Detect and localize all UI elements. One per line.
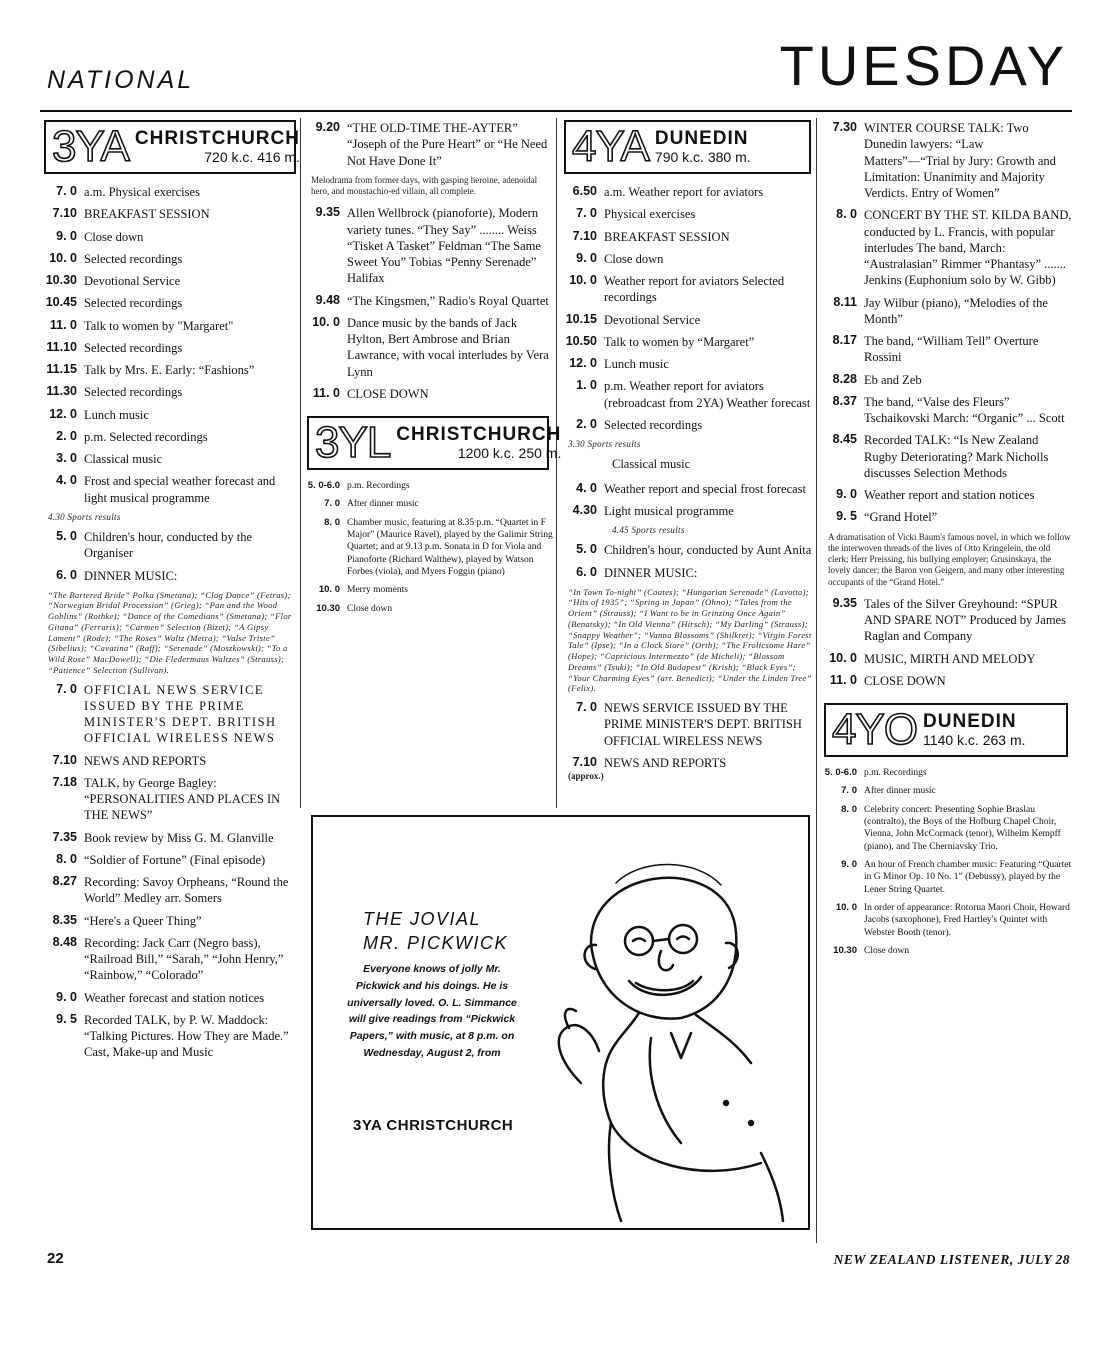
programme-time: 10.30 — [316, 602, 340, 614]
programme-time: 4. 0 — [576, 480, 597, 495]
station-call-sign: 4YA — [572, 122, 649, 171]
column-divider — [556, 118, 557, 808]
programme-row — [40, 273, 300, 289]
programme-title: Weather report and station notices — [864, 488, 1035, 502]
programme-title: Close down — [864, 946, 910, 957]
programme-row — [40, 206, 300, 222]
programme-time: 10. 0 — [829, 650, 857, 665]
programme-row — [560, 542, 815, 558]
programme-title: Recording: Jack Carr (Negro bass), “Railroad Bill,” “Sarah,” “John Henry,” “Rainbow,” “Colorado” — [84, 935, 284, 983]
programme-title: CLOSE DOWN — [347, 386, 429, 401]
programme-title: Devotional Service — [84, 274, 181, 288]
column-divider — [300, 118, 301, 808]
programme-title: MUSIC, MIRTH AND MELODY — [864, 651, 1036, 666]
station-frequency: 720 k.c. 416 m. — [204, 148, 300, 165]
programme-time: 5. 0 — [56, 529, 77, 543]
programme-time: 11.15 — [46, 362, 77, 376]
programme-row — [40, 775, 300, 824]
programme-time: 5. 0-6.0 — [307, 480, 340, 491]
programme-title: The band, “Valse des Fleurs” Tschaikovski March: “Organic” ... Scott — [864, 394, 1065, 425]
programme-row — [560, 312, 815, 328]
page-header-right: TUESDAY — [779, 34, 1068, 97]
programme-time: 9. 0 — [56, 228, 77, 243]
station-call-sign: 3YA — [52, 122, 129, 171]
programme-row — [40, 990, 300, 1006]
programme-time: 9.35 — [315, 205, 340, 220]
programme-list — [560, 481, 815, 520]
programme-title: Selected recordings — [604, 417, 703, 432]
advert-station: 3YA CHRISTCHURCH — [353, 1117, 514, 1134]
programme-list — [560, 184, 815, 433]
station-city: CHRISTCHURCH — [134, 127, 300, 149]
column-divider — [816, 118, 817, 1243]
news-service-row — [40, 682, 300, 747]
station-call-sign: 3YL — [315, 418, 391, 467]
programme-time: 8.48 — [52, 934, 77, 949]
programme-time: 8. 0 — [836, 207, 857, 222]
melodrama-note: Melodrama from former days, with gasping heroine, adenoidal hero, and moustachio-ed villain, all complete. — [311, 174, 538, 196]
programme-list — [820, 767, 1072, 957]
programme-time: 1. 0 — [576, 378, 597, 393]
programme-time: 9.35 — [832, 595, 857, 610]
programme-time: 6. 0 — [56, 567, 77, 582]
programme-title: DINNER MUSIC: — [604, 565, 698, 580]
programme-title: CONCERT BY THE ST. KILDA BAND, conducted by L. Francis, with popular interludes The band, March: “Australasian” Rimmer “Phantasy” ....... Jenkins (Euphonium solo by W. Gibb) — [864, 208, 1072, 288]
programme-time: 11.10 — [46, 339, 77, 354]
sports-note: 4.30 Sports results — [48, 511, 121, 522]
programme-title: Eb and Zeb — [864, 372, 922, 387]
programme-time: 5. 0-6.0 — [824, 767, 857, 778]
programme-time: 7.10 — [572, 754, 597, 769]
programme-time: 8. 0 — [841, 803, 857, 815]
programme-time: 7.10 — [52, 206, 77, 221]
programme-row — [560, 503, 815, 519]
programme-title: Talk to women by "Margaret" — [84, 318, 234, 333]
programme-row — [820, 207, 1072, 288]
column-4ya-continued — [820, 120, 1072, 963]
programme-time: 9.20 — [315, 120, 340, 134]
station-box-3ya — [44, 120, 300, 174]
station-call-sign: 4YO — [832, 705, 918, 754]
programme-time: 3. 0 — [56, 451, 77, 465]
sports-note: 3.30 Sports results — [568, 439, 641, 449]
programme-title: Devotional Service — [604, 312, 701, 327]
programme-row — [40, 830, 300, 846]
programme-row — [820, 432, 1072, 481]
programme-title: Jay Wilbur (piano), “Melodies of the Month” — [864, 295, 1048, 326]
programme-time: 8.37 — [832, 393, 857, 408]
programme-row — [560, 273, 815, 306]
programme-time: 10.50 — [565, 333, 597, 348]
station-frequency: 1200 k.c. 250 m. — [457, 444, 562, 461]
programme-title: a.m. Weather report for aviators — [604, 185, 764, 199]
programme-list — [40, 753, 300, 1061]
programme-time: 12. 0 — [569, 356, 597, 370]
column-4ya — [560, 120, 815, 790]
programme-title: Book review by Miss G. M. Glanville — [84, 830, 274, 845]
programme-row — [560, 481, 815, 497]
programme-list — [820, 596, 1072, 689]
programme-title: Close down — [347, 603, 393, 614]
programme-row — [560, 378, 815, 411]
programme-title: The band, “William Tell” Overture Rossini — [864, 334, 1039, 365]
programme-row — [303, 293, 553, 309]
programme-time: 7. 0 — [841, 785, 857, 797]
programme-title: WINTER COURSE TALK: Two Dunedin lawyers: “Law Matters”—“Trial by Jury: Growth and Limitation: Unanimity and Majority Verdicts. Entry of Women” — [864, 121, 1056, 200]
programme-time: 8.27 — [52, 874, 77, 889]
programme-row — [560, 356, 815, 372]
programme-row — [40, 407, 300, 423]
news-service-row — [560, 700, 815, 749]
pickwick-advertisement — [311, 815, 810, 1230]
programme-title: “The Kingsmen,” Radio's Royal Quartet — [347, 293, 549, 308]
programme-title: Recording: Savoy Orpheans, “Round the World” Medley arr. Somers — [84, 875, 289, 906]
programme-title: Light musical programme — [604, 503, 734, 518]
programme-title: Selected recordings — [84, 251, 183, 266]
advert-title — [363, 907, 508, 956]
programme-row — [560, 755, 815, 771]
programme-title: Close down — [604, 251, 664, 266]
programme-time: 8.35 — [52, 912, 77, 927]
programme-title: Frost and special weather forecast and light musical programme — [84, 474, 276, 505]
programme-row — [40, 874, 300, 907]
programme-title: Selected recordings — [84, 385, 183, 400]
programme-title: NEWS SERVICE ISSUED BY THE PRIME MINISTER'S DEPT. BRITISH OFFICIAL WIRELESS NEWS — [604, 701, 802, 748]
programme-row — [40, 1012, 300, 1061]
programme-row — [820, 651, 1072, 667]
programme-title: An hour of French chamber music: Featuring “Quartet in G Minor Op. 10 No. 1” (Debussy), played by the Lener String Quartet. — [864, 860, 1072, 895]
programme-row — [560, 565, 815, 581]
programme-row — [820, 333, 1072, 366]
programme-time: 11. 0 — [49, 317, 77, 332]
programme-time: 7.35 — [52, 829, 77, 844]
station-city: DUNEDIN — [654, 127, 749, 149]
advert-title-line: MR. PICKWICK — [363, 933, 509, 954]
station-box-4yo — [824, 703, 1068, 757]
programme-time: 10. 0 — [318, 584, 340, 596]
programme-time: 6.50 — [572, 184, 597, 198]
dinner-music-list: “In Town To-night” (Coates); “Hungarian Serenade” (Lavotta); “Hits of 1935”; “Spring in Japan” (Ohno); “Tales from the Orient” (Strauss); “I Want to be in Grinzing Once Again” (Benatsky); “In Old Vienna” (Hirsch); “My Darling” (Strauss); “Snappy Weather”; “Vanna Blossoms” (Shilkret); “Virgin Forest Tale” (Ipse); “In a Clock Store” (Orth); “The Frolicsome Hare” (Hope); “Capricious Intermezzo” (de Micheli); “Blossom Dreams” (Tsuki); “In Old Budapest” (Krish); “Black Eyes”; “Your Charming Eyes” (arr. Benedict); “Under the Linden Tree” (Felix). — [568, 586, 812, 694]
programme-row — [303, 480, 553, 492]
programme-time: 10.30 — [833, 945, 857, 957]
advert-body: Everyone knows of jolly Mr. Pickwick and his doings. He is universally loved. O. L. Simmance will give readings from “Pickwick Papers,” with music, at 8 p.m. on Wednesday, August 2, from — [347, 963, 517, 1059]
programme-title: Talk by Mrs. E. Early: “Fashions” — [84, 363, 255, 377]
programme-row — [303, 386, 553, 402]
programme-row — [560, 206, 815, 222]
programme-time: 10. 0 — [569, 273, 597, 287]
programme-title: BREAKFAST SESSION — [84, 207, 210, 222]
programme-row — [40, 429, 300, 445]
station-box-4ya — [564, 120, 811, 174]
page-header-left: NATIONAL — [47, 66, 195, 94]
programme-time: 8.17 — [832, 333, 857, 347]
programme-time: 10. 0 — [312, 314, 340, 329]
programme-time: 9. 0 — [836, 487, 857, 501]
programme-title: Lunch music — [84, 407, 149, 422]
programme-list — [560, 542, 815, 581]
programme-row — [40, 318, 300, 334]
programme-time: 10.30 — [45, 273, 77, 287]
programme-time: 10. 0 — [49, 250, 77, 265]
programme-time: 10. 0 — [835, 902, 857, 914]
programme-row — [40, 384, 300, 400]
programme-time: 11. 0 — [312, 385, 340, 400]
programme-row — [560, 417, 815, 433]
programme-time: 7.30 — [832, 120, 857, 134]
programme-row — [820, 785, 1072, 797]
programme-time: 7.10 — [52, 752, 77, 767]
station-city: CHRISTCHURCH — [396, 423, 562, 445]
programme-time: 4. 0 — [56, 473, 77, 488]
publication-footer: NEW ZEALAND LISTENER, JULY 28 — [833, 1252, 1070, 1267]
programme-row — [820, 394, 1072, 427]
programme-row — [40, 473, 300, 506]
programme-row — [303, 120, 553, 169]
programme-row — [40, 935, 300, 984]
programme-title: p.m. Recordings — [347, 481, 410, 491]
programme-row — [820, 120, 1072, 201]
programme-row — [303, 517, 553, 579]
programme-title: CLOSE DOWN — [864, 673, 946, 688]
programme-row — [40, 229, 300, 245]
programme-title: “Grand Hotel” — [864, 510, 938, 525]
programme-row — [820, 372, 1072, 388]
programme-title: Weather forecast and station notices — [84, 990, 265, 1005]
programme-time: 8.11 — [833, 294, 857, 309]
programme-row — [820, 804, 1072, 853]
programme-row — [40, 451, 300, 467]
programme-row — [40, 184, 300, 200]
programme-list — [560, 755, 815, 771]
programme-title: “Soldier of Fortune” (Final episode) — [84, 852, 266, 867]
programme-title: OFFICIAL NEWS SERVICE ISSUED BY THE PRIME MINISTER'S DEPT. BRITISH OFFICIAL WIRELESS NEWS — [84, 682, 277, 746]
advert-title-line: THE JOVIAL — [363, 909, 482, 929]
sports-note: 4.45 Sports results — [612, 525, 685, 535]
programme-row — [40, 295, 300, 311]
programme-time: 4.30 — [572, 502, 597, 517]
programme-title: Weather report and special frost forecast — [604, 481, 807, 496]
programme-time: 7. 0 — [576, 700, 597, 715]
programme-row — [303, 584, 553, 596]
programme-title: After dinner music — [347, 499, 419, 510]
programme-time: 7. 0 — [576, 206, 597, 221]
programme-time: 9. 0 — [841, 859, 857, 871]
programme-title: Lunch music — [604, 357, 669, 371]
programme-row — [303, 205, 553, 286]
dinner-music-list: “The Bartered Bride” Polka (Smetana); “Clog Dance” (Fetras); “Norwegian Bridal Procession” (Grieg); “Pan and the Wood Goblins” (Rothke); “Dance of the Comedians” (Smetana); “Flor Gitana” (Ferraris); “Carmen” Selection (Bizet); “A Gipsy Lament” (Rode); “The Roses” Waltz (Metra); “Valse Triste” (Sibelius); “Cavatina” (Raff); “Serenade” (Moszkowski); “To a Wild Rose” MacDowell); “Die Fledermaus Waltzes” (Strauss); “Patience” Selection (Sullivan). — [48, 589, 292, 675]
programme-row — [40, 362, 300, 378]
programme-row — [820, 945, 1072, 957]
programme-title: In order of appearance: Rotorua Maori Choir, Howard Jacobs (saxophone), Fred Hartley's Quintet with Webster Booth (tenor). — [864, 903, 1070, 938]
programme-title: Close down — [84, 229, 144, 244]
programme-row — [820, 767, 1072, 779]
programme-title: Weather report for aviators Selected recordings — [604, 274, 785, 305]
programme-time: 7. 0 — [56, 681, 77, 696]
programme-title: TALK, by George Bagley: “PERSONALITIES AND PLACES IN THE NEWS” — [84, 775, 281, 823]
programme-title: Children's hour, conducted by the Organiser — [84, 530, 253, 561]
programme-row — [820, 295, 1072, 328]
programme-row — [820, 673, 1072, 689]
header-rule — [40, 110, 1072, 112]
programme-time: 6. 0 — [576, 564, 597, 579]
programme-row — [560, 251, 815, 267]
programme-row — [303, 603, 553, 615]
programme-row — [820, 902, 1072, 939]
programme-row — [40, 852, 300, 868]
programme-row — [40, 753, 300, 769]
programme-title: “Here's a Queer Thing” — [84, 913, 202, 928]
station-frequency: 1140 k.c. 263 m. — [923, 731, 1026, 748]
programme-row — [560, 334, 815, 350]
programme-title: Celebrity concert: Presenting Sophie Braslau (contralto), the Boys of the Hofburg Chapel Choir, Vienna, John McCormack (tenor), Wilhelm Kempff (piano), and The Cherniavsky Trio. — [864, 804, 1061, 852]
programme-row — [40, 251, 300, 267]
programme-title: Tales of the Silver Greyhound: “SPUR AND SPARE NOT” Produced by James Raglan and Company — [864, 596, 1066, 644]
programme-title: After dinner music — [864, 786, 936, 797]
programme-title: Recorded TALK: “Is New Zealand Rugby Deteriorating? Mark Nicholls discusses Selection Methods — [864, 433, 1049, 480]
programme-time: 9. 5 — [836, 509, 857, 524]
programme-title: Classical music — [84, 452, 163, 466]
programme-row — [560, 229, 815, 245]
programme-title: NEWS AND REPORTS — [84, 753, 207, 768]
programme-time: 7. 0 — [56, 184, 77, 198]
station-city: DUNEDIN — [923, 710, 1017, 732]
programme-title: Talk to women by “Margaret” — [604, 334, 755, 349]
pickwick-caricature-icon — [521, 823, 801, 1223]
programme-list — [303, 120, 553, 169]
classical-music-line: Classical music — [612, 457, 691, 472]
programme-title: BREAKFAST SESSION — [604, 229, 730, 244]
programme-title: Selected recordings — [84, 340, 183, 355]
programme-time: 9. 0 — [576, 250, 597, 265]
programme-time: 12. 0 — [49, 406, 77, 421]
programme-time: 2. 0 — [576, 416, 597, 431]
programme-title: Merry moments — [347, 585, 408, 596]
programme-title: p.m. Recordings — [864, 768, 927, 778]
programme-time: 11.30 — [46, 384, 77, 399]
programme-title: Allen Wellbrock (pianoforte), Modern variety tunes. “They Say” ........ Weiss “Tisket A Tasket” Feldman “The Same Sweet You” Tobias “Penny Serenade” Halifax — [347, 206, 541, 286]
programme-title: DINNER MUSIC: — [84, 568, 178, 583]
programme-time: 5. 0 — [576, 542, 597, 557]
programme-title: a.m. Physical exercises — [84, 185, 200, 199]
programme-time: 7.10 — [572, 228, 597, 243]
programme-row — [40, 913, 300, 929]
programme-time: 2. 0 — [56, 428, 77, 443]
programme-title: Dance music by the bands of Jack Hylton, Bert Ambrose and Brian Lawrance, with vocal interludes by Vera Lynn — [347, 315, 549, 379]
programme-row — [820, 596, 1072, 645]
programme-title: Chamber music, featuring at 8.35 p.m. “Quartet in F Major” (Maurice Ravel), played by the Galimir String Quartet; and at 9.13 p.m. Sonata in D for Viola and Pianoforte (Richard Walthew), played by Watson Forbes (viola), and Myers Foggin (piano) — [347, 517, 553, 578]
programme-row — [40, 568, 300, 584]
programme-row — [303, 498, 553, 510]
programme-list — [820, 120, 1072, 526]
column-3ya — [40, 120, 300, 1067]
programme-title: Physical exercises — [604, 207, 696, 222]
programme-list — [40, 529, 300, 584]
column-3ya-continued — [303, 120, 562, 621]
programme-time: 10.45 — [45, 295, 77, 310]
programme-row — [303, 315, 553, 380]
programme-row — [40, 340, 300, 356]
programme-time: 8.45 — [832, 432, 857, 447]
programme-title: “THE OLD-TIME THE-AYTER” “Joseph of the Pure Heart” or “He Need Not Have Done It” — [347, 121, 548, 168]
programme-title: Selected recordings — [84, 296, 183, 311]
grand-hotel-note: A dramatisation of Vicki Baum's famous novel, in which we follow the interwoven threads of the lives of Otto Kringelein, the old clerk; Herr Preissing, his bullying employer; Grusinskaya, the lovely dancer; the Baron von Geigern, and many other interesting occupants of the “Grand Hotel.” — [828, 531, 1071, 587]
programme-time: 7.18 — [52, 774, 77, 789]
programme-time: 9. 0 — [56, 989, 77, 1004]
approx-note: (approx.) — [568, 771, 604, 782]
programme-time: 8. 0 — [324, 516, 340, 528]
programme-title: Recorded TALK, by P. W. Maddock: “Talking Pictures. How They are Made.” Cast, Make-up and Music — [84, 1012, 289, 1060]
programme-list — [40, 184, 300, 506]
programme-time: 9. 5 — [56, 1011, 77, 1026]
programme-row — [560, 184, 815, 200]
programme-list — [303, 205, 553, 402]
programme-time: 8. 0 — [56, 851, 77, 866]
station-frequency: 790 k.c. 380 m. — [654, 148, 751, 165]
programme-row — [820, 859, 1072, 896]
programme-time: 10.15 — [565, 311, 597, 326]
programme-time: 9.48 — [315, 292, 340, 307]
station-box-3yl — [307, 416, 562, 470]
programme-row — [820, 487, 1072, 503]
programme-list — [303, 480, 553, 615]
programme-row — [40, 529, 300, 562]
programme-time: 11. 0 — [829, 672, 857, 687]
programme-time: 8.28 — [832, 371, 857, 386]
programme-title: p.m. Weather report for aviators (rebroadcast from 2YA) Weather forecast — [604, 379, 811, 410]
programme-row — [820, 509, 1072, 525]
programme-title: p.m. Selected recordings — [84, 429, 208, 444]
programme-title: Children's hour, conducted by Aunt Anita — [604, 543, 812, 558]
page-number: 22 — [47, 1250, 64, 1267]
programme-title: NEWS AND REPORTS — [604, 755, 727, 770]
programme-time: 7. 0 — [324, 498, 340, 510]
